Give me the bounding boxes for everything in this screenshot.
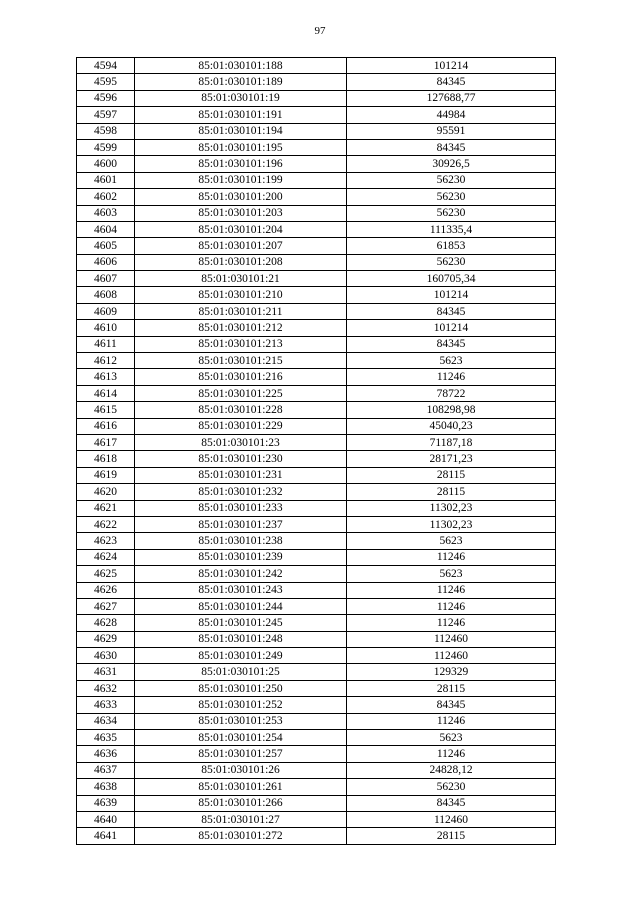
table-row — [77, 697, 556, 713]
table-row — [77, 549, 556, 565]
cadastral-number-cell: 85:01:030101:233 — [135, 500, 347, 516]
value-cell: 101214 — [347, 287, 556, 303]
table-row — [77, 746, 556, 762]
table-row — [77, 172, 556, 188]
table-row — [77, 582, 556, 598]
table-row — [77, 467, 556, 483]
table-row — [77, 664, 556, 680]
cadastral-number-cell: 85:01:030101:232 — [135, 484, 347, 500]
cadastral-number-cell: 85:01:030101:261 — [135, 779, 347, 795]
value-cell: 28115 — [347, 484, 556, 500]
page-number: 97 — [314, 25, 326, 37]
cadastral-number-cell: 85:01:030101:249 — [135, 648, 347, 664]
row-number-cell: 4608 — [77, 287, 135, 303]
cadastral-number-cell: 85:01:030101:211 — [135, 303, 347, 319]
cadastral-number-cell: 85:01:030101:250 — [135, 680, 347, 696]
value-cell: 5623 — [347, 730, 556, 746]
table-row — [77, 631, 556, 647]
cadastral-number-cell: 85:01:030101:253 — [135, 713, 347, 729]
table-row — [77, 107, 556, 123]
table-row — [77, 533, 556, 549]
cadastral-number-cell: 85:01:030101:244 — [135, 598, 347, 614]
row-number-cell: 4615 — [77, 402, 135, 418]
value-cell: 5623 — [347, 533, 556, 549]
value-cell: 11246 — [347, 598, 556, 614]
value-cell: 30926,5 — [347, 156, 556, 172]
value-cell: 28115 — [347, 680, 556, 696]
value-cell: 84345 — [347, 139, 556, 155]
cadastral-number-cell: 85:01:030101:225 — [135, 385, 347, 401]
table-row — [77, 385, 556, 401]
row-number-cell: 4631 — [77, 664, 135, 680]
value-cell: 56230 — [347, 205, 556, 221]
row-number-cell: 4639 — [77, 795, 135, 811]
value-cell: 11302,23 — [347, 500, 556, 516]
row-number-cell: 4601 — [77, 172, 135, 188]
cadastral-number-cell: 85:01:030101:252 — [135, 697, 347, 713]
table-row — [77, 353, 556, 369]
value-cell: 112460 — [347, 648, 556, 664]
table-row — [77, 811, 556, 827]
table-row — [77, 254, 556, 270]
value-cell: 84345 — [347, 74, 556, 90]
row-number-cell: 4641 — [77, 828, 135, 844]
cadastral-number-cell: 85:01:030101:204 — [135, 221, 347, 237]
cadastral-number-cell: 85:01:030101:196 — [135, 156, 347, 172]
row-number-cell: 4633 — [77, 697, 135, 713]
row-number-cell: 4596 — [77, 90, 135, 106]
table-row — [77, 648, 556, 664]
table-row — [77, 303, 556, 319]
table-row — [77, 402, 556, 418]
row-number-cell: 4637 — [77, 762, 135, 778]
table-row — [77, 795, 556, 811]
row-number-cell: 4598 — [77, 123, 135, 139]
table-row — [77, 418, 556, 434]
value-cell: 24828,12 — [347, 762, 556, 778]
value-cell: 5623 — [347, 566, 556, 582]
cadastral-number-cell: 85:01:030101:228 — [135, 402, 347, 418]
cadastral-number-cell: 85:01:030101:210 — [135, 287, 347, 303]
cadastral-number-cell: 85:01:030101:21 — [135, 271, 347, 287]
table-row — [77, 74, 556, 90]
value-cell: 11246 — [347, 615, 556, 631]
row-number-cell: 4626 — [77, 582, 135, 598]
row-number-cell: 4621 — [77, 500, 135, 516]
row-number-cell: 4611 — [77, 336, 135, 352]
cadastral-number-cell: 85:01:030101:189 — [135, 74, 347, 90]
table-row — [77, 123, 556, 139]
cadastral-number-cell: 85:01:030101:215 — [135, 353, 347, 369]
table-row — [77, 221, 556, 237]
row-number-cell: 4610 — [77, 320, 135, 336]
row-number-cell: 4624 — [77, 549, 135, 565]
table-row — [77, 369, 556, 385]
table-row — [77, 434, 556, 450]
cadastral-number-cell: 85:01:030101:26 — [135, 762, 347, 778]
table-row — [77, 238, 556, 254]
table-row — [77, 320, 556, 336]
row-number-cell: 4619 — [77, 467, 135, 483]
row-number-cell: 4628 — [77, 615, 135, 631]
value-cell: 127688,77 — [347, 90, 556, 106]
value-cell: 28115 — [347, 828, 556, 844]
row-number-cell: 4623 — [77, 533, 135, 549]
cadastral-number-cell: 85:01:030101:266 — [135, 795, 347, 811]
table-row — [77, 189, 556, 205]
cadastral-number-cell: 85:01:030101:248 — [135, 631, 347, 647]
table-row — [77, 516, 556, 532]
value-cell: 78722 — [347, 385, 556, 401]
value-cell: 101214 — [347, 320, 556, 336]
cadastral-number-cell: 85:01:030101:25 — [135, 664, 347, 680]
value-cell: 95591 — [347, 123, 556, 139]
cadastral-number-cell: 85:01:030101:200 — [135, 189, 347, 205]
cadastral-number-cell: 85:01:030101:245 — [135, 615, 347, 631]
table-row — [77, 566, 556, 582]
cadastral-number-cell: 85:01:030101:242 — [135, 566, 347, 582]
cadastral-number-cell: 85:01:030101:208 — [135, 254, 347, 270]
value-cell: 112460 — [347, 811, 556, 827]
value-cell: 111335,4 — [347, 221, 556, 237]
value-cell: 45040,23 — [347, 418, 556, 434]
table-row — [77, 713, 556, 729]
cadastral-number-cell: 85:01:030101:212 — [135, 320, 347, 336]
cadastral-number-cell: 85:01:030101:195 — [135, 139, 347, 155]
table-row — [77, 58, 556, 74]
value-cell: 11246 — [347, 549, 556, 565]
table-row — [77, 680, 556, 696]
table-row — [77, 287, 556, 303]
row-number-cell: 4634 — [77, 713, 135, 729]
cadastral-number-cell: 85:01:030101:213 — [135, 336, 347, 352]
table-row — [77, 139, 556, 155]
cadastral-number-cell: 85:01:030101:231 — [135, 467, 347, 483]
row-number-cell: 4605 — [77, 238, 135, 254]
table-row — [77, 90, 556, 106]
cadastral-number-cell: 85:01:030101:194 — [135, 123, 347, 139]
value-cell: 84345 — [347, 336, 556, 352]
value-cell: 11246 — [347, 582, 556, 598]
value-cell: 71187,18 — [347, 434, 556, 450]
value-cell: 56230 — [347, 779, 556, 795]
value-cell: 11302,23 — [347, 516, 556, 532]
row-number-cell: 4638 — [77, 779, 135, 795]
row-number-cell: 4632 — [77, 680, 135, 696]
row-number-cell: 4609 — [77, 303, 135, 319]
row-number-cell: 4636 — [77, 746, 135, 762]
table-row — [77, 779, 556, 795]
cadastral-number-cell: 85:01:030101:272 — [135, 828, 347, 844]
value-cell: 44984 — [347, 107, 556, 123]
row-number-cell: 4622 — [77, 516, 135, 532]
row-number-cell: 4612 — [77, 353, 135, 369]
row-number-cell: 4613 — [77, 369, 135, 385]
cadastral-number-cell: 85:01:030101:191 — [135, 107, 347, 123]
table-row — [77, 156, 556, 172]
row-number-cell: 4635 — [77, 730, 135, 746]
table-row — [77, 598, 556, 614]
table-row — [77, 828, 556, 844]
value-cell: 84345 — [347, 795, 556, 811]
cadastral-number-cell: 85:01:030101:27 — [135, 811, 347, 827]
cadastral-number-cell: 85:01:030101:216 — [135, 369, 347, 385]
value-cell: 61853 — [347, 238, 556, 254]
row-number-cell: 4620 — [77, 484, 135, 500]
table-body — [77, 58, 556, 845]
row-number-cell: 4599 — [77, 139, 135, 155]
row-number-cell: 4616 — [77, 418, 135, 434]
value-cell: 56230 — [347, 189, 556, 205]
row-number-cell: 4614 — [77, 385, 135, 401]
cadastral-number-cell: 85:01:030101:203 — [135, 205, 347, 221]
cadastral-number-cell: 85:01:030101:238 — [135, 533, 347, 549]
cadastral-number-cell: 85:01:030101:229 — [135, 418, 347, 434]
row-number-cell: 4629 — [77, 631, 135, 647]
row-number-cell: 4618 — [77, 451, 135, 467]
table-row — [77, 451, 556, 467]
row-number-cell: 4630 — [77, 648, 135, 664]
value-cell: 108298,98 — [347, 402, 556, 418]
row-number-cell: 4597 — [77, 107, 135, 123]
table-row — [77, 271, 556, 287]
table-row — [77, 762, 556, 778]
row-number-cell: 4640 — [77, 811, 135, 827]
table-row — [77, 205, 556, 221]
value-cell: 28115 — [347, 467, 556, 483]
table-row — [77, 484, 556, 500]
value-cell: 5623 — [347, 353, 556, 369]
row-number-cell: 4617 — [77, 434, 135, 450]
value-cell: 56230 — [347, 172, 556, 188]
cadastral-number-cell: 85:01:030101:243 — [135, 582, 347, 598]
value-cell: 56230 — [347, 254, 556, 270]
row-number-cell: 4603 — [77, 205, 135, 221]
cadastral-number-cell: 85:01:030101:237 — [135, 516, 347, 532]
row-number-cell: 4607 — [77, 271, 135, 287]
row-number-cell: 4600 — [77, 156, 135, 172]
value-cell: 11246 — [347, 746, 556, 762]
row-number-cell: 4625 — [77, 566, 135, 582]
row-number-cell: 4604 — [77, 221, 135, 237]
table-row — [77, 336, 556, 352]
cadastral-number-cell: 85:01:030101:199 — [135, 172, 347, 188]
row-number-cell: 4595 — [77, 74, 135, 90]
row-number-cell: 4627 — [77, 598, 135, 614]
cadastral-number-cell: 85:01:030101:254 — [135, 730, 347, 746]
cadastral-number-cell: 85:01:030101:23 — [135, 434, 347, 450]
value-cell: 84345 — [347, 303, 556, 319]
value-cell: 84345 — [347, 697, 556, 713]
cadastral-number-cell: 85:01:030101:257 — [135, 746, 347, 762]
cadastral-number-cell: 85:01:030101:207 — [135, 238, 347, 254]
table-row — [77, 730, 556, 746]
row-number-cell: 4594 — [77, 58, 135, 74]
value-cell: 129329 — [347, 664, 556, 680]
cadastral-number-cell: 85:01:030101:188 — [135, 58, 347, 74]
value-cell: 11246 — [347, 369, 556, 385]
cadastral-number-cell: 85:01:030101:239 — [135, 549, 347, 565]
row-number-cell: 4606 — [77, 254, 135, 270]
value-cell: 112460 — [347, 631, 556, 647]
value-cell: 160705,34 — [347, 271, 556, 287]
value-cell: 11246 — [347, 713, 556, 729]
row-number-cell: 4602 — [77, 189, 135, 205]
cadastral-number-cell: 85:01:030101:19 — [135, 90, 347, 106]
cadastral-number-cell: 85:01:030101:230 — [135, 451, 347, 467]
table-row — [77, 500, 556, 516]
data-table — [76, 57, 556, 845]
value-cell: 28171,23 — [347, 451, 556, 467]
table-row — [77, 615, 556, 631]
value-cell: 101214 — [347, 58, 556, 74]
